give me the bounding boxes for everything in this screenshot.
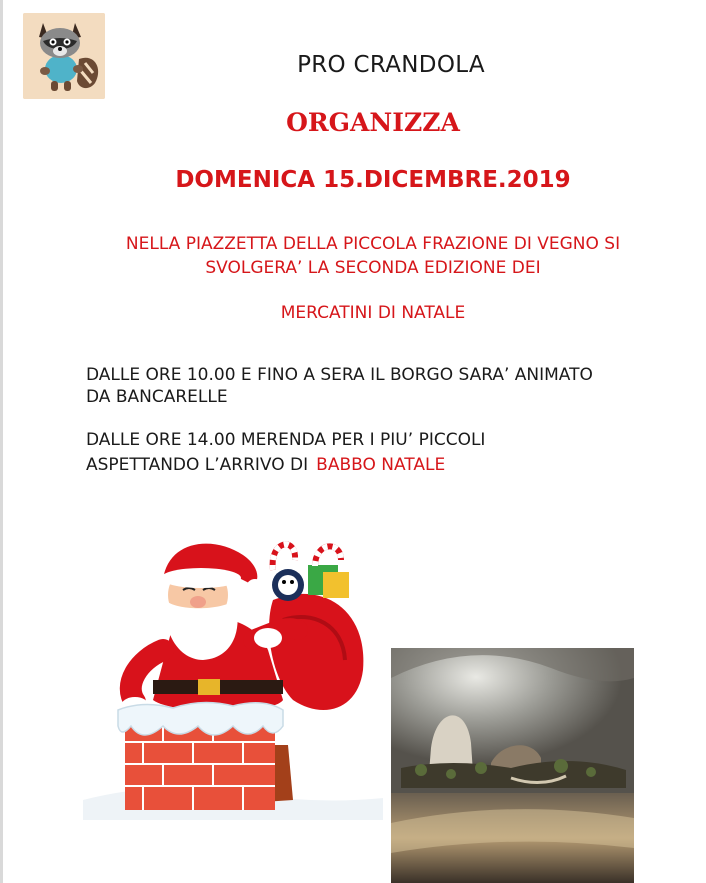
organization-title: PRO CRANDOLA [297, 52, 485, 78]
morning-line-2: DA BANCARELLE [86, 387, 228, 407]
event-name: MERCATINI DI NATALE [280, 303, 466, 323]
afternoon-line-2-prefix: ASPETTANDO L’ARRIVO DI [86, 455, 309, 475]
intro-line-2: SVOLGERA’ LA SECONDA EDIZIONE DEI [205, 258, 541, 278]
intro-line-1: NELLA PIAZZETTA DELLA PICCOLA FRAZIONE DI VEGNO SI [125, 234, 621, 254]
nativity-scene-photo-icon [391, 648, 634, 883]
organizza-heading: ORGANIZZA [286, 108, 460, 137]
afternoon-line-1: DALLE ORE 14.00 MERENDA PER I PIU’ PICCOLI [86, 430, 486, 450]
afternoon-line-2 [86, 455, 445, 475]
morning-line-1: DALLE ORE 10.00 E FINO A SERA IL BORGO SARA’ ANIMATO [86, 365, 593, 385]
santa-chimney-illustration-icon [83, 530, 383, 820]
event-date: DOMENICA 15.DICEMBRE.2019 [175, 167, 571, 193]
babbo-natale-highlight: BABBO NATALE [316, 455, 446, 475]
